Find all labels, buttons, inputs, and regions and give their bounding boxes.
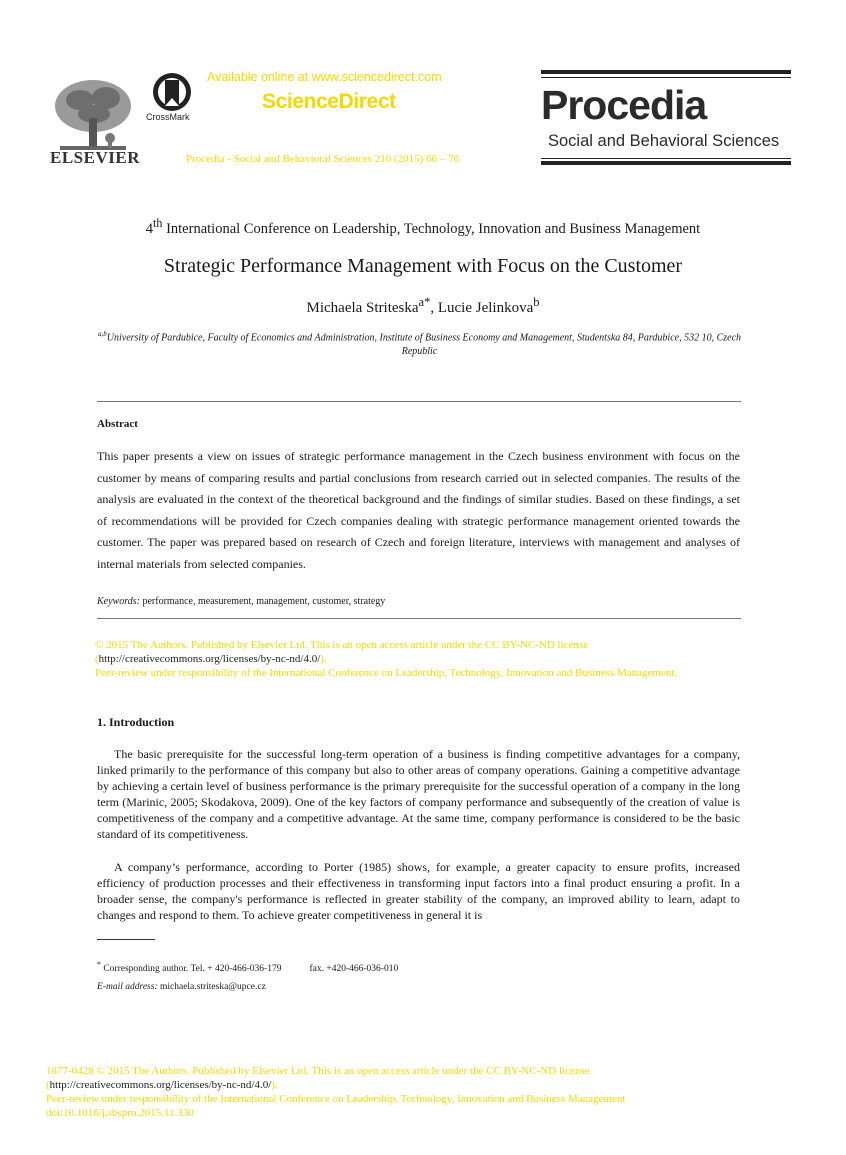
abstract-heading: Abstract — [97, 418, 138, 430]
email-address[interactable]: michaela.striteska@upce.cz — [157, 982, 266, 992]
affiliation-text: University of Pardubice, Faculty of Economics and Administration, Institute of Business Economy and Management, Studentska 84, Pardubice, 532 10, Czech Republic — [106, 332, 742, 358]
license-close-paren: ). — [320, 653, 327, 665]
conference-name — [0, 216, 846, 238]
author-2: , Lucie Jelinkova — [430, 300, 534, 316]
introduction-heading: 1. Introduction — [97, 715, 175, 729]
procedia-subtitle: Social and Behavioral Sciences — [548, 132, 780, 150]
corresponding-author-note — [97, 960, 398, 974]
introduction-paragraph-1 — [97, 746, 740, 842]
author-1: Michaela Striteska — [306, 300, 419, 316]
publisher-name: ELSEVIER — [50, 148, 140, 167]
conference-text: International Conference on Leadership, Technology, Innovation and Business Management — [162, 220, 701, 237]
keywords-list: performance, measurement, management, customer, strategy — [139, 596, 386, 607]
abstract-text: This paper presents a view on issues of strategic performance management in the Czech business environment with focus on the customer by means of comparing results and partial conclusions from research carried out in selected companies. The results of the analysis are evaluated in the context of the theoretical background and the findings of similar studies. Based on these findings, a set of recommendations will be provided for Czech companies dealing with strategic performance management oriented towards the customer. The paper was prepared based on research of Czech and foreign literature, interviews with management and analyses of internal materials from selected companies. — [97, 449, 740, 571]
license-link[interactable]: http://creativecommons.org/licenses/by-nc-nd/4.0/ — [98, 653, 321, 665]
available-online-text[interactable]: Available online at www.sciencedirect.com — [207, 70, 442, 84]
bottom-line-1: 1877-0428 © 2015 The Authors. Published by Elsevier Ltd. This is an open access article under the CC BY-NC-ND license — [46, 1065, 590, 1077]
bottom-line-2 — [46, 1078, 625, 1092]
bottom-license-link[interactable]: http://creativecommons.org/licenses/by-nc-nd/4.0/ — [49, 1079, 272, 1091]
abstract-top-rule — [97, 401, 741, 402]
doi[interactable]: doi:10.1016/j.sbspro.2015.11.330 — [46, 1107, 194, 1119]
license-open-paren: ( — [95, 653, 99, 665]
bottom-line-3: Peer-review under responsibility of the International Conference on Leadership, Technology, Innovation and Business Management — [46, 1093, 626, 1105]
license-line-1: © 2015 The Authors. Published by Elsevier Ltd. This is an open access article under the CC BY-NC-ND license — [95, 639, 589, 651]
license-line-3: Peer-review under responsibility of the International Conference on Leadership, Technology, Innovation and Business Management. — [95, 667, 678, 679]
procedia-rule-top — [541, 70, 791, 74]
journal-citation: Procedia - Social and Behavioral Sciences 210 (2015) 66 – 76 — [186, 153, 460, 165]
affiliation — [98, 327, 741, 359]
paper-title: Strategic Performance Management with Focus on the Customer — [163, 255, 683, 277]
bottom-close-paren: ). — [271, 1079, 278, 1091]
sciencedirect-logo[interactable]: ScienceDirect — [262, 90, 396, 113]
bottom-license — [46, 1064, 625, 1120]
email-note — [97, 982, 266, 992]
license-notice — [95, 638, 745, 680]
keywords — [97, 596, 385, 607]
footnote-rule — [97, 939, 155, 940]
affiliation-marker: a,b — [98, 330, 107, 338]
introduction-paragraph-2-text: A company’s performance, according to Porter (1985) shows, for example, a greater capacity to ensure profits, increased efficiency of production processes and their effectiveness in transforming input factors into a final product ensuring a profit. In a broader sense, the company's performance is reflected in greater stability of the company, an improved ability to learn, adapt to changes and respond to them. To achieve greater competitiveness in general it is — [97, 860, 740, 922]
authors — [0, 295, 846, 317]
bottom-open-paren: ( — [46, 1079, 50, 1091]
conference-suffix: th — [153, 216, 163, 230]
footnote-star: * — [97, 960, 101, 969]
email-label: E-mail address: — [97, 982, 158, 992]
introduction-paragraph-1-text: The basic prerequisite for the successful long-term operation of a business is finding competitive advantages for a company, linked primarily to the performance of this company but also to other areas of company operations. Gaining a competitive advantage by achieving a certain level of business performance is the primary prerequisite for the successful operation of a company in the long term (Marinic, 2005; Skodakova, 2009). One of the key factors of company performance and subsequently of the creation of value is competitiveness of the company and a competitive advantage. At the same time, company performance is considered to be the basic standard of its competitiveness. — [97, 747, 740, 841]
license-line-2 — [95, 652, 745, 666]
procedia-title: Procedia — [541, 82, 707, 128]
introduction-paragraph-2 — [97, 859, 740, 923]
author-1-affil: a* — [418, 295, 431, 309]
keywords-label: Keywords: — [97, 596, 140, 607]
conference-number: 4 — [145, 220, 154, 237]
corresponding-author-fax: fax. +420-466-036-010 — [309, 964, 399, 975]
procedia-rule-bottom — [541, 161, 791, 165]
crossmark-label: CrossMark — [146, 112, 190, 122]
corresponding-author-tel: Corresponding author. Tel. + 420-466-036-179 — [100, 964, 282, 975]
procedia-rule-top-thin — [541, 77, 791, 78]
author-2-affil: b — [533, 295, 540, 309]
abstract-bottom-rule — [97, 618, 741, 619]
procedia-rule-bottom-thin — [541, 158, 791, 159]
